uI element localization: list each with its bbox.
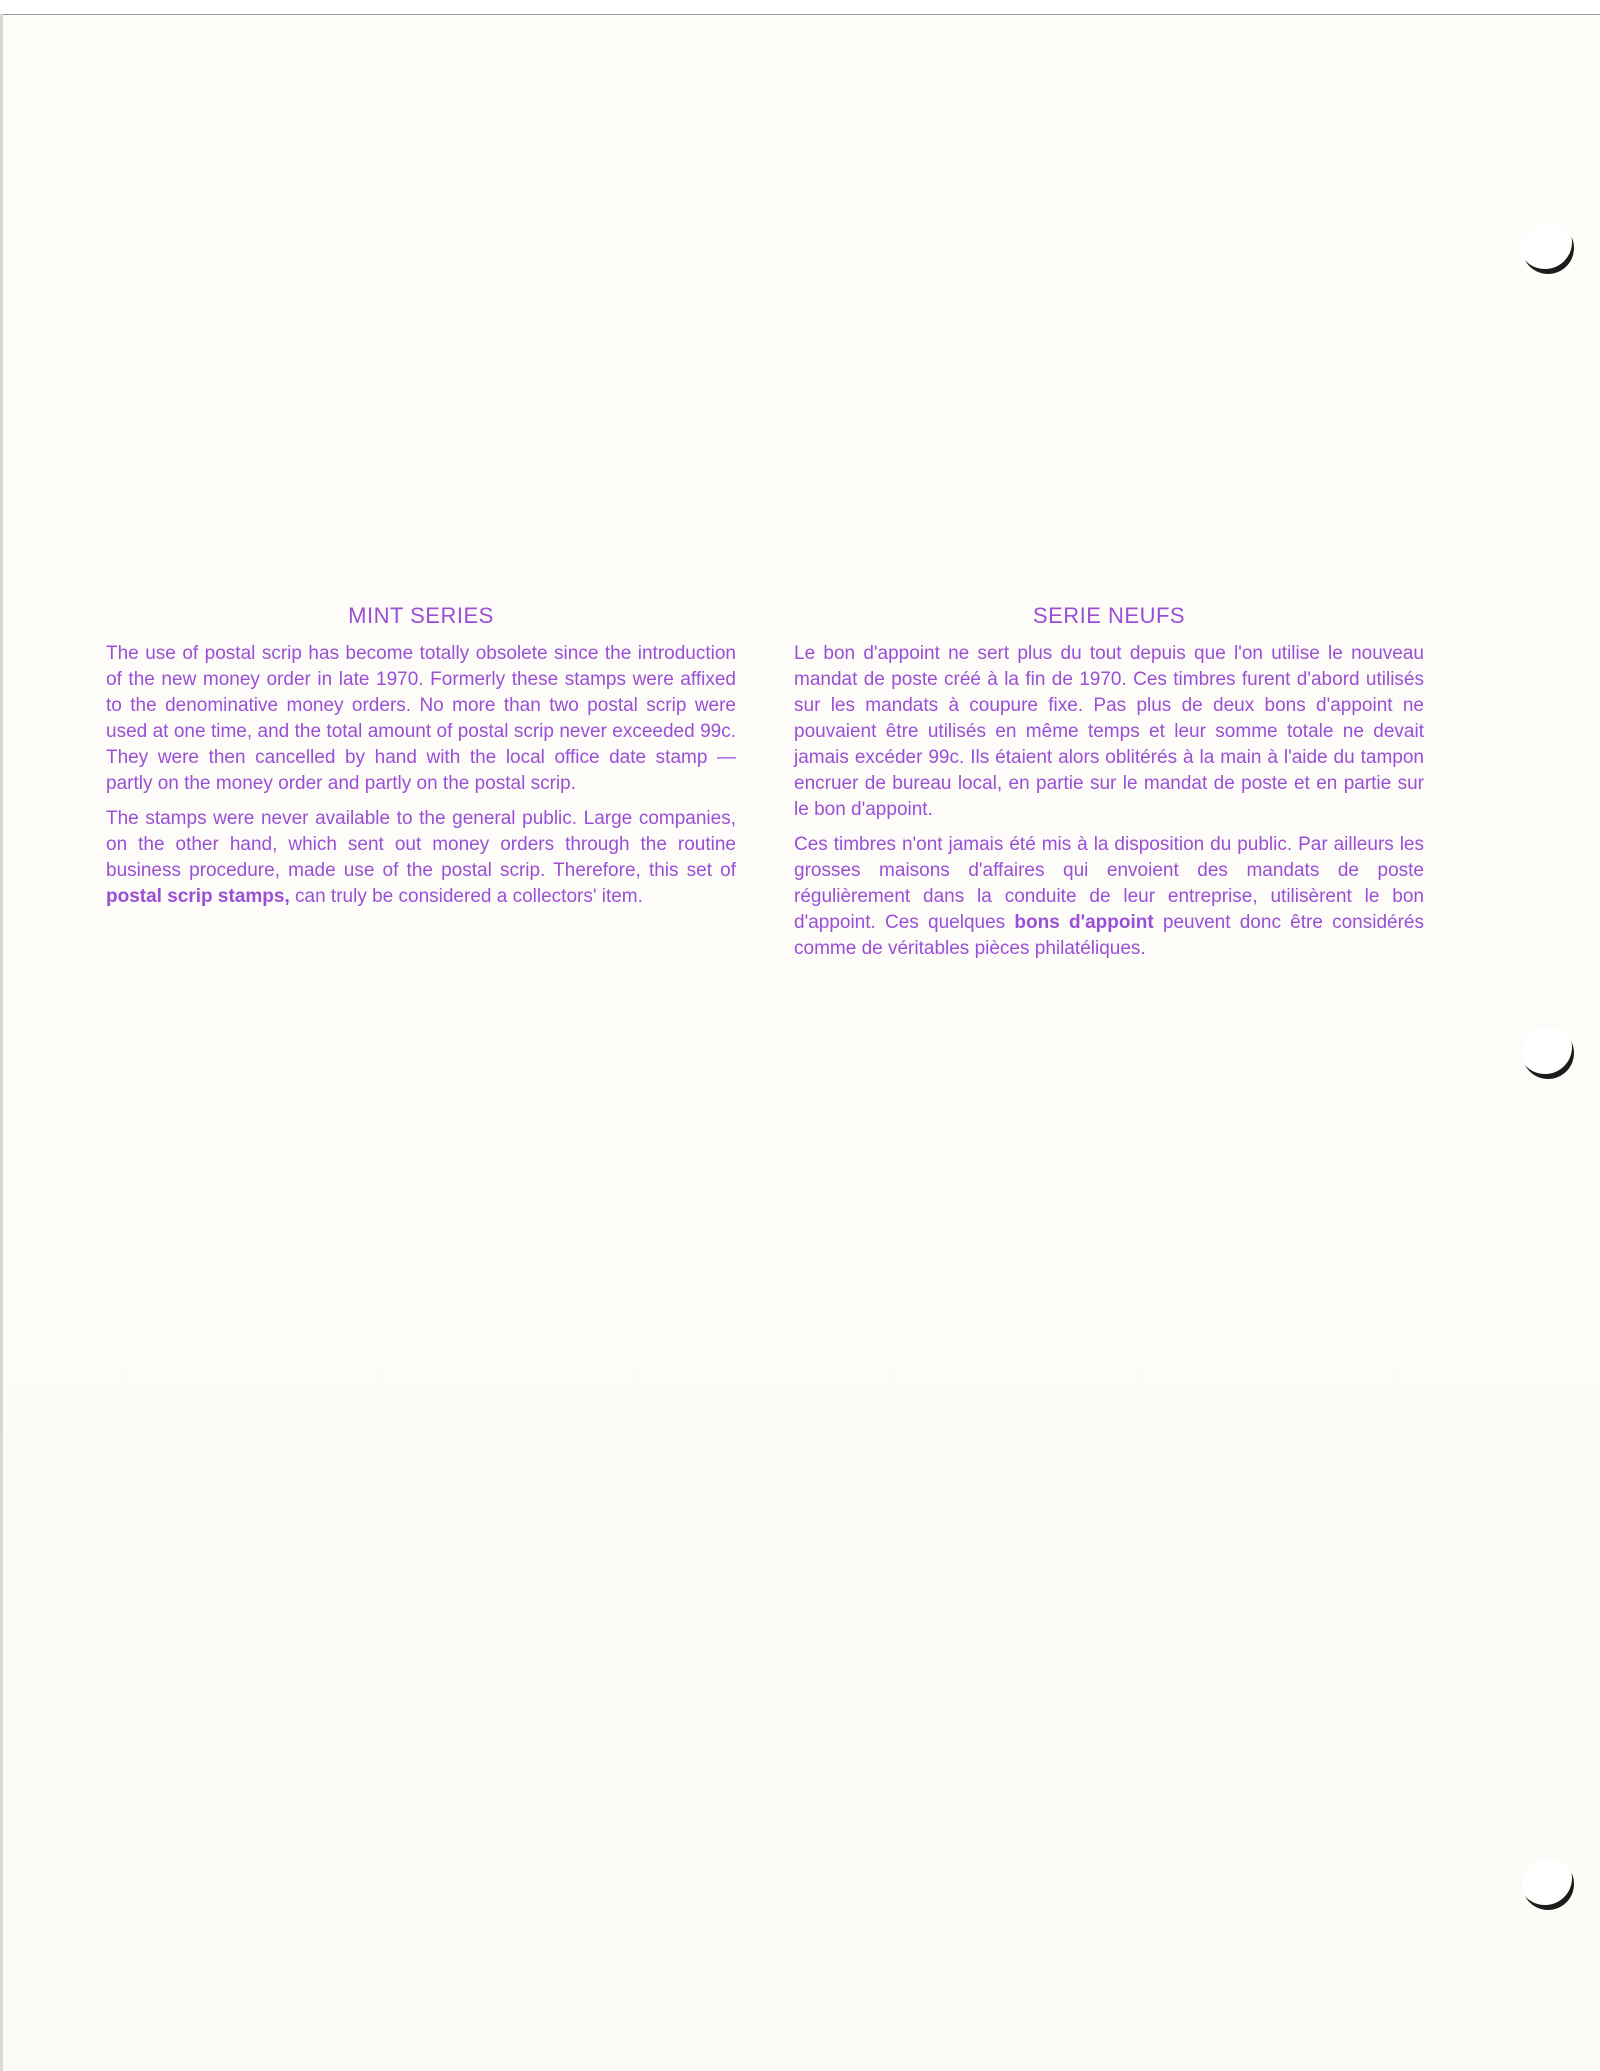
french-paragraph-2-bold: bons d'appoint — [1014, 912, 1154, 933]
page-left-edge — [0, 14, 3, 2071]
english-paragraph-2-end: can truly be considered a collectors' item. — [289, 886, 643, 907]
english-paragraph-2 — [106, 806, 736, 910]
english-paragraph-2-bold: postal scrip stamps, — [106, 886, 290, 907]
punch-hole-middle — [1522, 1027, 1574, 1079]
punch-hole-bottom — [1522, 1858, 1574, 1910]
french-paragraph-2 — [794, 832, 1424, 962]
english-column — [106, 603, 736, 919]
french-column — [794, 603, 1424, 971]
punch-hole-top — [1522, 222, 1574, 274]
french-paragraph-2-text: Ces timbres n'ont jamais été mis à la disposition du public. Par ailleurs les grosses maisons d'affaires qui envoient des mandats de poste régulièrement dans la conduite de leur entreprise, utilisèrent le bon d'appoint. Ces quelques — [794, 834, 1424, 933]
english-paragraph-1: The use of postal scrip has become totally obsolete since the introduction of the new money order in late 1970. Formerly these stamps were affixed to the denominative money orders. No more than two postal scrip were used at one time, and the total amount of postal scrip never exceeded 99c. They were then cancelled by hand with the local office date stamp — partly on the money order and partly on the postal scrip. — [106, 643, 736, 794]
french-paragraph-2-end: peuvent donc être considérés comme de véritables pièces philatéliques. — [794, 912, 1424, 959]
english-heading: MINT SERIES — [348, 603, 494, 628]
page-top-edge — [0, 0, 1600, 15]
french-paragraph-1: Le bon d'appoint ne sert plus du tout depuis que l'on utilise le nouveau mandat de poste créé à la fin de 1970. Ces timbres furent d'abord utilisés sur les mandats à coupure fixe. Pas plus de deux bons d'appoint ne pouvaient être utilisés en même temps et leur somme totale ne devait jamais excéder 99c. Ils étaient alors oblitérés à la main à l'aide du tampon encruer de bureau local, en partie sur le mandat de poste et en partie sur le bon d'appoint. — [794, 643, 1424, 820]
french-heading: SERIE NEUFS — [1032, 603, 1186, 628]
english-paragraph-2-text: The stamps were never available to the general public. Large companies, on the other hand, which sent out money orders through the routine business procedure, made use of the postal scrip. Therefore, this set of — [106, 808, 736, 881]
